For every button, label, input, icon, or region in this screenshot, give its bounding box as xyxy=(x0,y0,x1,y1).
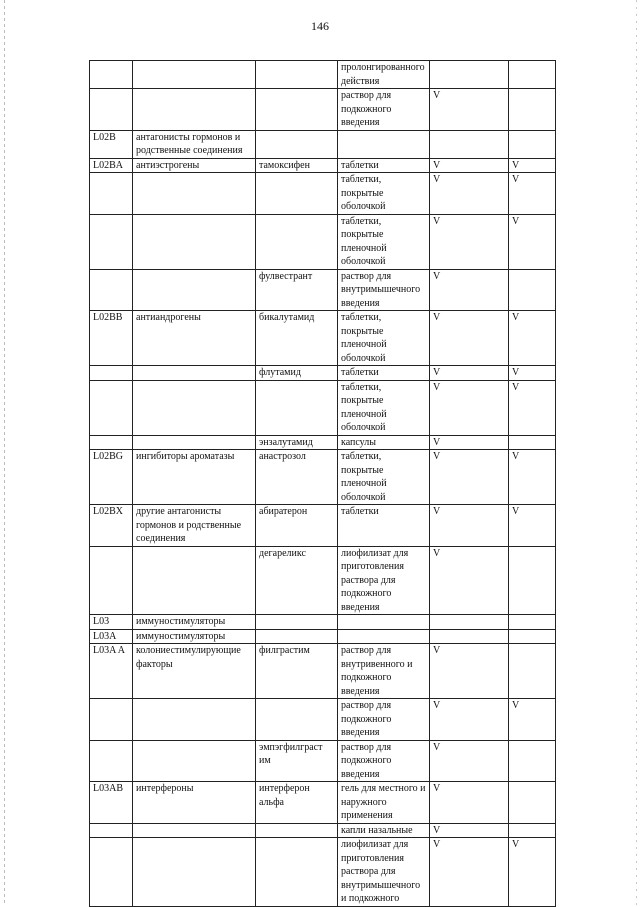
table-row xyxy=(90,740,556,782)
code-cell xyxy=(90,823,133,838)
group-cell: антиэстрогены xyxy=(133,158,256,173)
group-cell xyxy=(133,214,256,269)
dosage-form-cell: капсулы xyxy=(338,435,430,450)
code-cell: L03A xyxy=(90,629,133,644)
group-cell: иммуностимуляторы xyxy=(133,615,256,630)
mark-cell xyxy=(509,89,556,131)
mark-cell: V xyxy=(430,823,509,838)
mark-cell xyxy=(509,644,556,699)
dosage-form-cell xyxy=(338,615,430,630)
drug-cell xyxy=(256,615,338,630)
table-row xyxy=(90,546,556,615)
table-row xyxy=(90,366,556,381)
dosage-form-cell: таблетки, покрытые оболочкой xyxy=(338,173,430,215)
group-cell: антиандрогены xyxy=(133,311,256,366)
mark-cell: V xyxy=(430,380,509,435)
scan-edge-right xyxy=(636,0,637,905)
mark-cell: V xyxy=(430,435,509,450)
drug-cell: тамоксифен xyxy=(256,158,338,173)
table-row xyxy=(90,89,556,131)
drug-cell xyxy=(256,173,338,215)
code-cell: L03 xyxy=(90,615,133,630)
table-row xyxy=(90,173,556,215)
table-row xyxy=(90,450,556,505)
mark-cell xyxy=(509,130,556,158)
table-row xyxy=(90,158,556,173)
table-row xyxy=(90,615,556,630)
mark-cell xyxy=(509,782,556,824)
dosage-form-cell: пролонгированного действия xyxy=(338,61,430,89)
dosage-form-cell: раствор для подкожного введения xyxy=(338,740,430,782)
drug-cell xyxy=(256,380,338,435)
drug-cell: дегареликс xyxy=(256,546,338,615)
dosage-form-cell: гель для местного и наружного применения xyxy=(338,782,430,824)
group-cell: другие антагонисты гормонов и родственные соединения xyxy=(133,505,256,547)
dosage-form-cell: таблетки xyxy=(338,158,430,173)
mark-cell: V xyxy=(509,366,556,381)
group-cell xyxy=(133,61,256,89)
mark-cell: V xyxy=(509,311,556,366)
dosage-form-cell: таблетки, покрытые пленочной оболочкой xyxy=(338,450,430,505)
mark-cell xyxy=(430,629,509,644)
group-cell: ингибиторы ароматазы xyxy=(133,450,256,505)
code-cell xyxy=(90,366,133,381)
group-cell xyxy=(133,173,256,215)
dosage-form-cell: раствор для подкожного введения xyxy=(338,699,430,741)
table-row xyxy=(90,61,556,89)
drug-cell: фулвестрант xyxy=(256,269,338,311)
drug-cell xyxy=(256,823,338,838)
code-cell xyxy=(90,838,133,907)
table-row xyxy=(90,380,556,435)
mark-cell xyxy=(509,629,556,644)
mark-cell xyxy=(509,269,556,311)
dosage-form-cell: раствор для внутримышечного введения xyxy=(338,269,430,311)
page-number: 146 xyxy=(311,19,329,33)
table-row xyxy=(90,644,556,699)
table-row xyxy=(90,269,556,311)
table-row xyxy=(90,130,556,158)
code-cell xyxy=(90,546,133,615)
drug-cell xyxy=(256,214,338,269)
dosage-form-cell: таблетки, покрытые пленочной оболочкой xyxy=(338,380,430,435)
mark-cell: V xyxy=(430,699,509,741)
drug-cell xyxy=(256,89,338,131)
drug-cell: флутамид xyxy=(256,366,338,381)
mark-cell: V xyxy=(430,311,509,366)
dosage-form-cell: капли назальные xyxy=(338,823,430,838)
mark-cell xyxy=(509,546,556,615)
drug-cell: интерферон альфа xyxy=(256,782,338,824)
group-cell xyxy=(133,838,256,907)
code-cell: L03AB xyxy=(90,782,133,824)
group-cell: иммуностимуляторы xyxy=(133,629,256,644)
table-row xyxy=(90,505,556,547)
code-cell: L02BB xyxy=(90,311,133,366)
group-cell xyxy=(133,699,256,741)
mark-cell xyxy=(509,435,556,450)
drug-cell: анастрозол xyxy=(256,450,338,505)
mark-cell: V xyxy=(430,546,509,615)
dosage-form-cell: таблетки xyxy=(338,505,430,547)
mark-cell xyxy=(509,823,556,838)
scan-edge-left xyxy=(4,0,5,905)
group-cell xyxy=(133,823,256,838)
drug-cell xyxy=(256,130,338,158)
dosage-form-cell: лиофилизат для приготовления раствора для внутримышечного и подкожного xyxy=(338,838,430,907)
table-row xyxy=(90,311,556,366)
code-cell: L03A A xyxy=(90,644,133,699)
group-cell xyxy=(133,89,256,131)
mark-cell: V xyxy=(430,644,509,699)
mark-cell xyxy=(430,615,509,630)
drug-cell: бикалутамид xyxy=(256,311,338,366)
drug-cell: энзалутамид xyxy=(256,435,338,450)
dosage-form-cell: лиофилизат для приготовления раствора для подкожного введения xyxy=(338,546,430,615)
dosage-form-cell xyxy=(338,629,430,644)
code-cell: L02BG xyxy=(90,450,133,505)
group-cell xyxy=(133,269,256,311)
code-cell xyxy=(90,61,133,89)
code-cell xyxy=(90,89,133,131)
table-row xyxy=(90,782,556,824)
group-cell xyxy=(133,546,256,615)
drug-cell xyxy=(256,629,338,644)
drug-cell: филграстим xyxy=(256,644,338,699)
table-row xyxy=(90,699,556,741)
drug-table xyxy=(89,60,556,907)
mark-cell xyxy=(509,61,556,89)
group-cell: интерфероны xyxy=(133,782,256,824)
dosage-form-cell xyxy=(338,130,430,158)
mark-cell: V xyxy=(430,214,509,269)
mark-cell: V xyxy=(430,158,509,173)
mark-cell: V xyxy=(430,89,509,131)
table-row xyxy=(90,838,556,907)
dosage-form-cell: раствор для внутривенного и подкожного введения xyxy=(338,644,430,699)
table-row xyxy=(90,214,556,269)
mark-cell: V xyxy=(430,450,509,505)
code-cell xyxy=(90,435,133,450)
dosage-form-cell: таблетки, покрытые пленочной оболочкой xyxy=(338,311,430,366)
dosage-form-cell: раствор для подкожного введения xyxy=(338,89,430,131)
mark-cell: V xyxy=(509,505,556,547)
code-cell xyxy=(90,740,133,782)
mark-cell xyxy=(430,130,509,158)
drug-cell xyxy=(256,838,338,907)
group-cell xyxy=(133,740,256,782)
mark-cell xyxy=(430,61,509,89)
drug-cell: эмпэгфилграст им xyxy=(256,740,338,782)
table-row xyxy=(90,823,556,838)
group-cell xyxy=(133,380,256,435)
drug-cell xyxy=(256,699,338,741)
group-cell: антагонисты гормонов и родственные соединения xyxy=(133,130,256,158)
mark-cell: V xyxy=(509,158,556,173)
group-cell xyxy=(133,435,256,450)
code-cell xyxy=(90,269,133,311)
table-body xyxy=(90,61,556,907)
dosage-form-cell: таблетки, покрытые пленочной оболочкой xyxy=(338,214,430,269)
code-cell xyxy=(90,214,133,269)
group-cell: колониестимулирующие факторы xyxy=(133,644,256,699)
mark-cell: V xyxy=(509,838,556,907)
mark-cell: V xyxy=(509,450,556,505)
mark-cell: V xyxy=(509,173,556,215)
table-row xyxy=(90,435,556,450)
mark-cell: V xyxy=(430,740,509,782)
code-cell xyxy=(90,173,133,215)
mark-cell: V xyxy=(430,173,509,215)
mark-cell xyxy=(509,740,556,782)
code-cell xyxy=(90,699,133,741)
group-cell xyxy=(133,366,256,381)
code-cell xyxy=(90,380,133,435)
mark-cell: V xyxy=(430,505,509,547)
mark-cell xyxy=(509,615,556,630)
code-cell: L02BA xyxy=(90,158,133,173)
mark-cell: V xyxy=(430,782,509,824)
code-cell: L02B xyxy=(90,130,133,158)
code-cell: L02BX xyxy=(90,505,133,547)
mark-cell: V xyxy=(430,366,509,381)
drug-cell: абиратерон xyxy=(256,505,338,547)
dosage-form-cell: таблетки xyxy=(338,366,430,381)
mark-cell: V xyxy=(430,269,509,311)
table-row xyxy=(90,629,556,644)
mark-cell: V xyxy=(509,699,556,741)
drug-cell xyxy=(256,61,338,89)
mark-cell: V xyxy=(509,380,556,435)
mark-cell: V xyxy=(430,838,509,907)
mark-cell: V xyxy=(509,214,556,269)
